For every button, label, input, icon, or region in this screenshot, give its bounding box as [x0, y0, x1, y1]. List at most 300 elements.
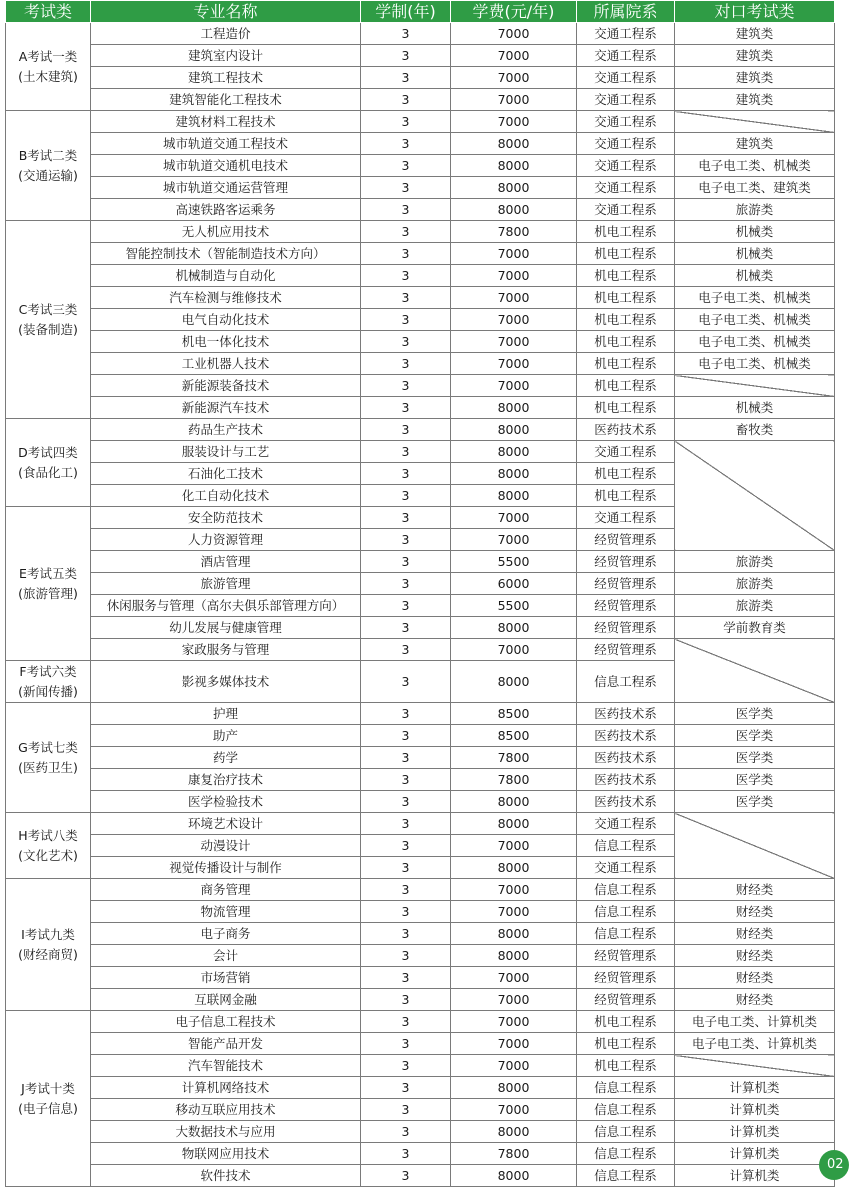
duration-cell: 3	[361, 551, 451, 573]
department-cell: 医药技术系	[577, 725, 675, 747]
exam-category-cell	[6, 813, 91, 879]
table-row	[6, 879, 835, 901]
table-row	[6, 901, 835, 923]
department-cell: 交通工程系	[577, 857, 675, 879]
major-name-cell: 工业机器人技术	[91, 353, 361, 375]
duration-cell: 3	[361, 111, 451, 133]
matching-exam-cell: 电子电工类、机械类	[675, 155, 835, 177]
department-cell: 经贸管理系	[577, 573, 675, 595]
tuition-cell: 7000	[451, 45, 577, 67]
table-row	[6, 813, 835, 835]
duration-cell: 3	[361, 353, 451, 375]
table-row	[6, 1033, 835, 1055]
major-name-cell: 电气自动化技术	[91, 309, 361, 331]
department-cell: 信息工程系	[577, 1077, 675, 1099]
exam-category-name: I考试九类	[21, 926, 75, 942]
department-cell: 交通工程系	[577, 133, 675, 155]
duration-cell: 3	[361, 617, 451, 639]
tuition-cell: 7000	[451, 835, 577, 857]
exam-category-cell	[6, 703, 91, 813]
matching-exam-cell: 财经类	[675, 923, 835, 945]
duration-cell: 3	[361, 747, 451, 769]
empty-slash-cell	[675, 639, 835, 703]
table-row	[6, 331, 835, 353]
major-name-cell: 安全防范技术	[91, 507, 361, 529]
major-name-cell: 医学检验技术	[91, 791, 361, 813]
duration-cell: 3	[361, 703, 451, 725]
tuition-cell: 8000	[451, 923, 577, 945]
matching-exam-cell: 计算机类	[675, 1165, 835, 1187]
table-row	[6, 397, 835, 419]
duration-cell: 3	[361, 1033, 451, 1055]
department-cell: 机电工程系	[577, 1011, 675, 1033]
exam-category-name: B考试二类	[18, 147, 78, 163]
matching-exam-cell: 电子电工类、计算机类	[675, 1011, 835, 1033]
exam-category-field: (文化艺术)	[18, 847, 78, 863]
matching-exam-cell: 建筑类	[675, 23, 835, 45]
exam-category-name: F考试六类	[19, 663, 77, 679]
exam-category-cell	[6, 507, 91, 661]
empty-slash-cell	[675, 441, 835, 551]
major-name-cell: 建筑室内设计	[91, 45, 361, 67]
major-name-cell: 休闲服务与管理（高尔夫俱乐部管理方向）	[91, 595, 361, 617]
duration-cell: 3	[361, 923, 451, 945]
table-row	[6, 703, 835, 725]
major-name-cell: 新能源装备技术	[91, 375, 361, 397]
table-row	[6, 1099, 835, 1121]
duration-cell: 3	[361, 1165, 451, 1187]
department-cell: 机电工程系	[577, 265, 675, 287]
duration-cell: 3	[361, 265, 451, 287]
exam-category-cell	[6, 879, 91, 1011]
header-row	[6, 1, 835, 23]
matching-exam-cell: 建筑类	[675, 45, 835, 67]
major-name-cell: 智能控制技术（智能制造技术方向）	[91, 243, 361, 265]
department-cell: 交通工程系	[577, 199, 675, 221]
matching-exam-cell: 学前教育类	[675, 617, 835, 639]
tuition-cell: 7000	[451, 879, 577, 901]
table-row	[6, 1143, 835, 1165]
duration-cell: 3	[361, 507, 451, 529]
tuition-cell: 8000	[451, 813, 577, 835]
tuition-cell: 7000	[451, 111, 577, 133]
duration-cell: 3	[361, 639, 451, 661]
table-row	[6, 221, 835, 243]
department-cell: 交通工程系	[577, 67, 675, 89]
exam-category-cell	[6, 111, 91, 221]
matching-exam-cell: 电子电工类、计算机类	[675, 1033, 835, 1055]
exam-category-name: H考试八类	[18, 827, 78, 843]
major-name-cell: 无人机应用技术	[91, 221, 361, 243]
department-cell: 机电工程系	[577, 221, 675, 243]
table-row	[6, 375, 835, 397]
tuition-cell: 8000	[451, 1077, 577, 1099]
department-cell: 机电工程系	[577, 463, 675, 485]
tuition-cell: 8000	[451, 1121, 577, 1143]
department-cell: 交通工程系	[577, 111, 675, 133]
duration-cell: 3	[361, 133, 451, 155]
exam-category-field: (交通运输)	[18, 167, 78, 183]
table-row	[6, 155, 835, 177]
table-row	[6, 45, 835, 67]
department-cell: 信息工程系	[577, 661, 675, 703]
matching-exam-cell: 电子电工类、机械类	[675, 287, 835, 309]
duration-cell: 3	[361, 221, 451, 243]
department-cell: 机电工程系	[577, 397, 675, 419]
table-row	[6, 967, 835, 989]
tuition-cell: 8000	[451, 463, 577, 485]
department-cell: 交通工程系	[577, 813, 675, 835]
matching-exam-cell: 畜牧类	[675, 419, 835, 441]
duration-cell: 3	[361, 331, 451, 353]
tuition-cell: 7000	[451, 989, 577, 1011]
major-name-cell: 城市轨道交通工程技术	[91, 133, 361, 155]
tuition-cell: 8000	[451, 419, 577, 441]
department-cell: 经贸管理系	[577, 595, 675, 617]
department-cell: 医药技术系	[577, 791, 675, 813]
duration-cell: 3	[361, 243, 451, 265]
major-name-cell: 智能产品开发	[91, 1033, 361, 1055]
department-cell: 信息工程系	[577, 1121, 675, 1143]
major-name-cell: 影视多媒体技术	[91, 661, 361, 703]
empty-slash-cell	[675, 111, 835, 133]
department-cell: 交通工程系	[577, 45, 675, 67]
tuition-cell: 5500	[451, 595, 577, 617]
tuition-cell: 8000	[451, 441, 577, 463]
tuition-cell: 7000	[451, 331, 577, 353]
major-name-cell: 电子商务	[91, 923, 361, 945]
duration-cell: 3	[361, 1011, 451, 1033]
duration-cell: 3	[361, 89, 451, 111]
table-row	[6, 177, 835, 199]
duration-cell: 3	[361, 791, 451, 813]
matching-exam-cell: 旅游类	[675, 199, 835, 221]
major-name-cell: 酒店管理	[91, 551, 361, 573]
exam-category-name: J考试十类	[21, 1080, 75, 1096]
major-name-cell: 城市轨道交通机电技术	[91, 155, 361, 177]
department-cell: 经贸管理系	[577, 617, 675, 639]
matching-exam-cell: 医学类	[675, 769, 835, 791]
duration-cell: 3	[361, 485, 451, 507]
tuition-cell: 8000	[451, 177, 577, 199]
tuition-cell: 7000	[451, 507, 577, 529]
department-cell: 机电工程系	[577, 375, 675, 397]
table-row	[6, 133, 835, 155]
tuition-cell: 8000	[451, 397, 577, 419]
table-row	[6, 23, 835, 45]
exam-category-name: E考试五类	[19, 565, 77, 581]
duration-cell: 3	[361, 1099, 451, 1121]
department-cell: 信息工程系	[577, 923, 675, 945]
table-body	[6, 23, 835, 1187]
tuition-cell: 7000	[451, 1055, 577, 1077]
major-name-cell: 工程造价	[91, 23, 361, 45]
header-duration: 学制(年)	[361, 1, 451, 23]
tuition-cell: 7000	[451, 1011, 577, 1033]
duration-cell: 3	[361, 813, 451, 835]
major-table	[5, 0, 835, 1187]
department-cell: 经贸管理系	[577, 551, 675, 573]
tuition-cell: 8000	[451, 199, 577, 221]
duration-cell: 3	[361, 375, 451, 397]
exam-category-name: G考试七类	[18, 739, 78, 755]
duration-cell: 3	[361, 419, 451, 441]
empty-slash-cell	[675, 813, 835, 879]
department-cell: 经贸管理系	[577, 989, 675, 1011]
major-name-cell: 大数据技术与应用	[91, 1121, 361, 1143]
table-row	[6, 1165, 835, 1187]
matching-exam-cell: 财经类	[675, 945, 835, 967]
matching-exam-cell: 建筑类	[675, 89, 835, 111]
duration-cell: 3	[361, 155, 451, 177]
exam-category-name: C考试三类	[18, 301, 78, 317]
major-name-cell: 建筑工程技术	[91, 67, 361, 89]
duration-cell: 3	[361, 1077, 451, 1099]
tuition-cell: 8000	[451, 791, 577, 813]
table-row	[6, 769, 835, 791]
exam-category-field: (新闻传播)	[18, 683, 78, 699]
matching-exam-cell: 计算机类	[675, 1143, 835, 1165]
department-cell: 信息工程系	[577, 1165, 675, 1187]
major-name-cell: 助产	[91, 725, 361, 747]
major-name-cell: 机械制造与自动化	[91, 265, 361, 287]
matching-exam-cell: 建筑类	[675, 67, 835, 89]
duration-cell: 3	[361, 397, 451, 419]
matching-exam-cell: 机械类	[675, 221, 835, 243]
major-name-cell: 城市轨道交通运营管理	[91, 177, 361, 199]
table-row	[6, 725, 835, 747]
major-name-cell: 药品生产技术	[91, 419, 361, 441]
exam-category-cell	[6, 1011, 91, 1187]
department-cell: 经贸管理系	[577, 945, 675, 967]
table-row	[6, 287, 835, 309]
duration-cell: 3	[361, 595, 451, 617]
exam-category-field: (医药卫生)	[18, 759, 78, 775]
tuition-cell: 8000	[451, 485, 577, 507]
major-name-cell: 互联网金融	[91, 989, 361, 1011]
department-cell: 交通工程系	[577, 23, 675, 45]
tuition-cell: 7000	[451, 67, 577, 89]
duration-cell: 3	[361, 769, 451, 791]
matching-exam-cell: 电子电工类、机械类	[675, 331, 835, 353]
matching-exam-cell: 电子电工类、建筑类	[675, 177, 835, 199]
empty-slash-cell	[675, 1055, 835, 1077]
table-row	[6, 67, 835, 89]
table-row	[6, 89, 835, 111]
exam-category-name: D考试四类	[18, 444, 78, 460]
department-cell: 信息工程系	[577, 835, 675, 857]
duration-cell: 3	[361, 463, 451, 485]
department-cell: 交通工程系	[577, 441, 675, 463]
department-cell: 机电工程系	[577, 1033, 675, 1055]
major-name-cell: 建筑智能化工程技术	[91, 89, 361, 111]
duration-cell: 3	[361, 23, 451, 45]
matching-exam-cell: 计算机类	[675, 1121, 835, 1143]
tuition-cell: 7000	[451, 375, 577, 397]
duration-cell: 3	[361, 45, 451, 67]
exam-category-field: (财经商贸)	[18, 946, 78, 962]
department-cell: 信息工程系	[577, 879, 675, 901]
matching-exam-cell: 机械类	[675, 243, 835, 265]
department-cell: 机电工程系	[577, 331, 675, 353]
tuition-cell: 8000	[451, 133, 577, 155]
table-row	[6, 747, 835, 769]
duration-cell: 3	[361, 725, 451, 747]
duration-cell: 3	[361, 67, 451, 89]
matching-exam-cell: 旅游类	[675, 595, 835, 617]
matching-exam-cell: 医学类	[675, 725, 835, 747]
matching-exam-cell: 医学类	[675, 703, 835, 725]
table-row	[6, 989, 835, 1011]
table-row	[6, 551, 835, 573]
duration-cell: 3	[361, 967, 451, 989]
department-cell: 机电工程系	[577, 243, 675, 265]
major-name-cell: 护理	[91, 703, 361, 725]
department-cell: 经贸管理系	[577, 529, 675, 551]
tuition-cell: 7800	[451, 1143, 577, 1165]
department-cell: 交通工程系	[577, 155, 675, 177]
duration-cell: 3	[361, 441, 451, 463]
duration-cell: 3	[361, 661, 451, 703]
major-name-cell: 化工自动化技术	[91, 485, 361, 507]
exam-category-field: (食品化工)	[18, 464, 78, 480]
major-name-cell: 药学	[91, 747, 361, 769]
duration-cell: 3	[361, 989, 451, 1011]
tuition-cell: 7000	[451, 309, 577, 331]
duration-cell: 3	[361, 199, 451, 221]
department-cell: 信息工程系	[577, 901, 675, 923]
department-cell: 交通工程系	[577, 177, 675, 199]
matching-exam-cell: 财经类	[675, 901, 835, 923]
tuition-cell: 7000	[451, 967, 577, 989]
table-row	[6, 791, 835, 813]
matching-exam-cell: 财经类	[675, 879, 835, 901]
major-name-cell: 动漫设计	[91, 835, 361, 857]
duration-cell: 3	[361, 1055, 451, 1077]
tuition-cell: 7000	[451, 265, 577, 287]
exam-category-cell	[6, 661, 91, 703]
tuition-cell: 7000	[451, 901, 577, 923]
tuition-cell: 8000	[451, 155, 577, 177]
table-row	[6, 595, 835, 617]
department-cell: 机电工程系	[577, 485, 675, 507]
major-name-cell: 旅游管理	[91, 573, 361, 595]
table-row	[6, 199, 835, 221]
department-cell: 医药技术系	[577, 769, 675, 791]
tuition-cell: 6000	[451, 573, 577, 595]
duration-cell: 3	[361, 879, 451, 901]
tuition-cell: 7000	[451, 287, 577, 309]
tuition-cell: 7000	[451, 243, 577, 265]
department-cell: 医药技术系	[577, 703, 675, 725]
major-name-cell: 环境艺术设计	[91, 813, 361, 835]
matching-exam-cell: 财经类	[675, 967, 835, 989]
duration-cell: 3	[361, 1143, 451, 1165]
exam-category-field: (装备制造)	[18, 321, 78, 337]
exam-category-field: (旅游管理)	[18, 585, 78, 601]
table-row	[6, 309, 835, 331]
header-matching-exam: 对口考试类	[675, 1, 835, 23]
table-row	[6, 639, 835, 661]
table-row	[6, 1011, 835, 1033]
major-name-cell: 商务管理	[91, 879, 361, 901]
major-name-cell: 视觉传播设计与制作	[91, 857, 361, 879]
major-name-cell: 幼儿发展与健康管理	[91, 617, 361, 639]
tuition-cell: 7000	[451, 1099, 577, 1121]
department-cell: 经贸管理系	[577, 967, 675, 989]
tuition-cell: 8000	[451, 857, 577, 879]
duration-cell: 3	[361, 857, 451, 879]
table-row	[6, 573, 835, 595]
matching-exam-cell: 建筑类	[675, 133, 835, 155]
major-name-cell: 汽车智能技术	[91, 1055, 361, 1077]
duration-cell: 3	[361, 901, 451, 923]
major-name-cell: 移动互联应用技术	[91, 1099, 361, 1121]
header-major-name: 专业名称	[91, 1, 361, 23]
exam-category-field: (电子信息)	[18, 1100, 78, 1116]
major-name-cell: 石油化工技术	[91, 463, 361, 485]
major-name-cell: 康复治疗技术	[91, 769, 361, 791]
empty-slash-cell	[675, 375, 835, 397]
major-name-cell: 物联网应用技术	[91, 1143, 361, 1165]
duration-cell: 3	[361, 835, 451, 857]
major-name-cell: 人力资源管理	[91, 529, 361, 551]
major-name-cell: 计算机网络技术	[91, 1077, 361, 1099]
tuition-cell: 8000	[451, 661, 577, 703]
department-cell: 机电工程系	[577, 287, 675, 309]
exam-category-cell	[6, 23, 91, 111]
matching-exam-cell: 医学类	[675, 747, 835, 769]
tuition-cell: 7000	[451, 639, 577, 661]
major-name-cell: 建筑材料工程技术	[91, 111, 361, 133]
page-number-badge: 02	[819, 1150, 849, 1180]
major-name-cell: 服装设计与工艺	[91, 441, 361, 463]
department-cell: 信息工程系	[577, 1143, 675, 1165]
department-cell: 经贸管理系	[577, 639, 675, 661]
matching-exam-cell: 财经类	[675, 989, 835, 1011]
department-cell: 信息工程系	[577, 1099, 675, 1121]
department-cell: 交通工程系	[577, 89, 675, 111]
department-cell: 机电工程系	[577, 353, 675, 375]
duration-cell: 3	[361, 287, 451, 309]
tuition-cell: 8500	[451, 725, 577, 747]
major-name-cell: 物流管理	[91, 901, 361, 923]
tuition-cell: 7800	[451, 221, 577, 243]
header-tuition: 学费(元/年)	[451, 1, 577, 23]
table-row	[6, 111, 835, 133]
duration-cell: 3	[361, 177, 451, 199]
table-row	[6, 1055, 835, 1077]
matching-exam-cell: 电子电工类、机械类	[675, 353, 835, 375]
duration-cell: 3	[361, 1121, 451, 1143]
table-row	[6, 923, 835, 945]
tuition-cell: 7000	[451, 529, 577, 551]
matching-exam-cell: 旅游类	[675, 551, 835, 573]
tuition-cell: 8000	[451, 617, 577, 639]
matching-exam-cell: 旅游类	[675, 573, 835, 595]
major-name-cell: 汽车检测与维修技术	[91, 287, 361, 309]
department-cell: 医药技术系	[577, 747, 675, 769]
matching-exam-cell: 电子电工类、机械类	[675, 309, 835, 331]
department-cell: 机电工程系	[577, 1055, 675, 1077]
duration-cell: 3	[361, 573, 451, 595]
duration-cell: 3	[361, 529, 451, 551]
tuition-cell: 7800	[451, 769, 577, 791]
tuition-cell: 5500	[451, 551, 577, 573]
exam-category-cell	[6, 221, 91, 419]
header-exam-category: 考试类	[6, 1, 91, 23]
exam-category-field: (土木建筑)	[18, 68, 78, 84]
